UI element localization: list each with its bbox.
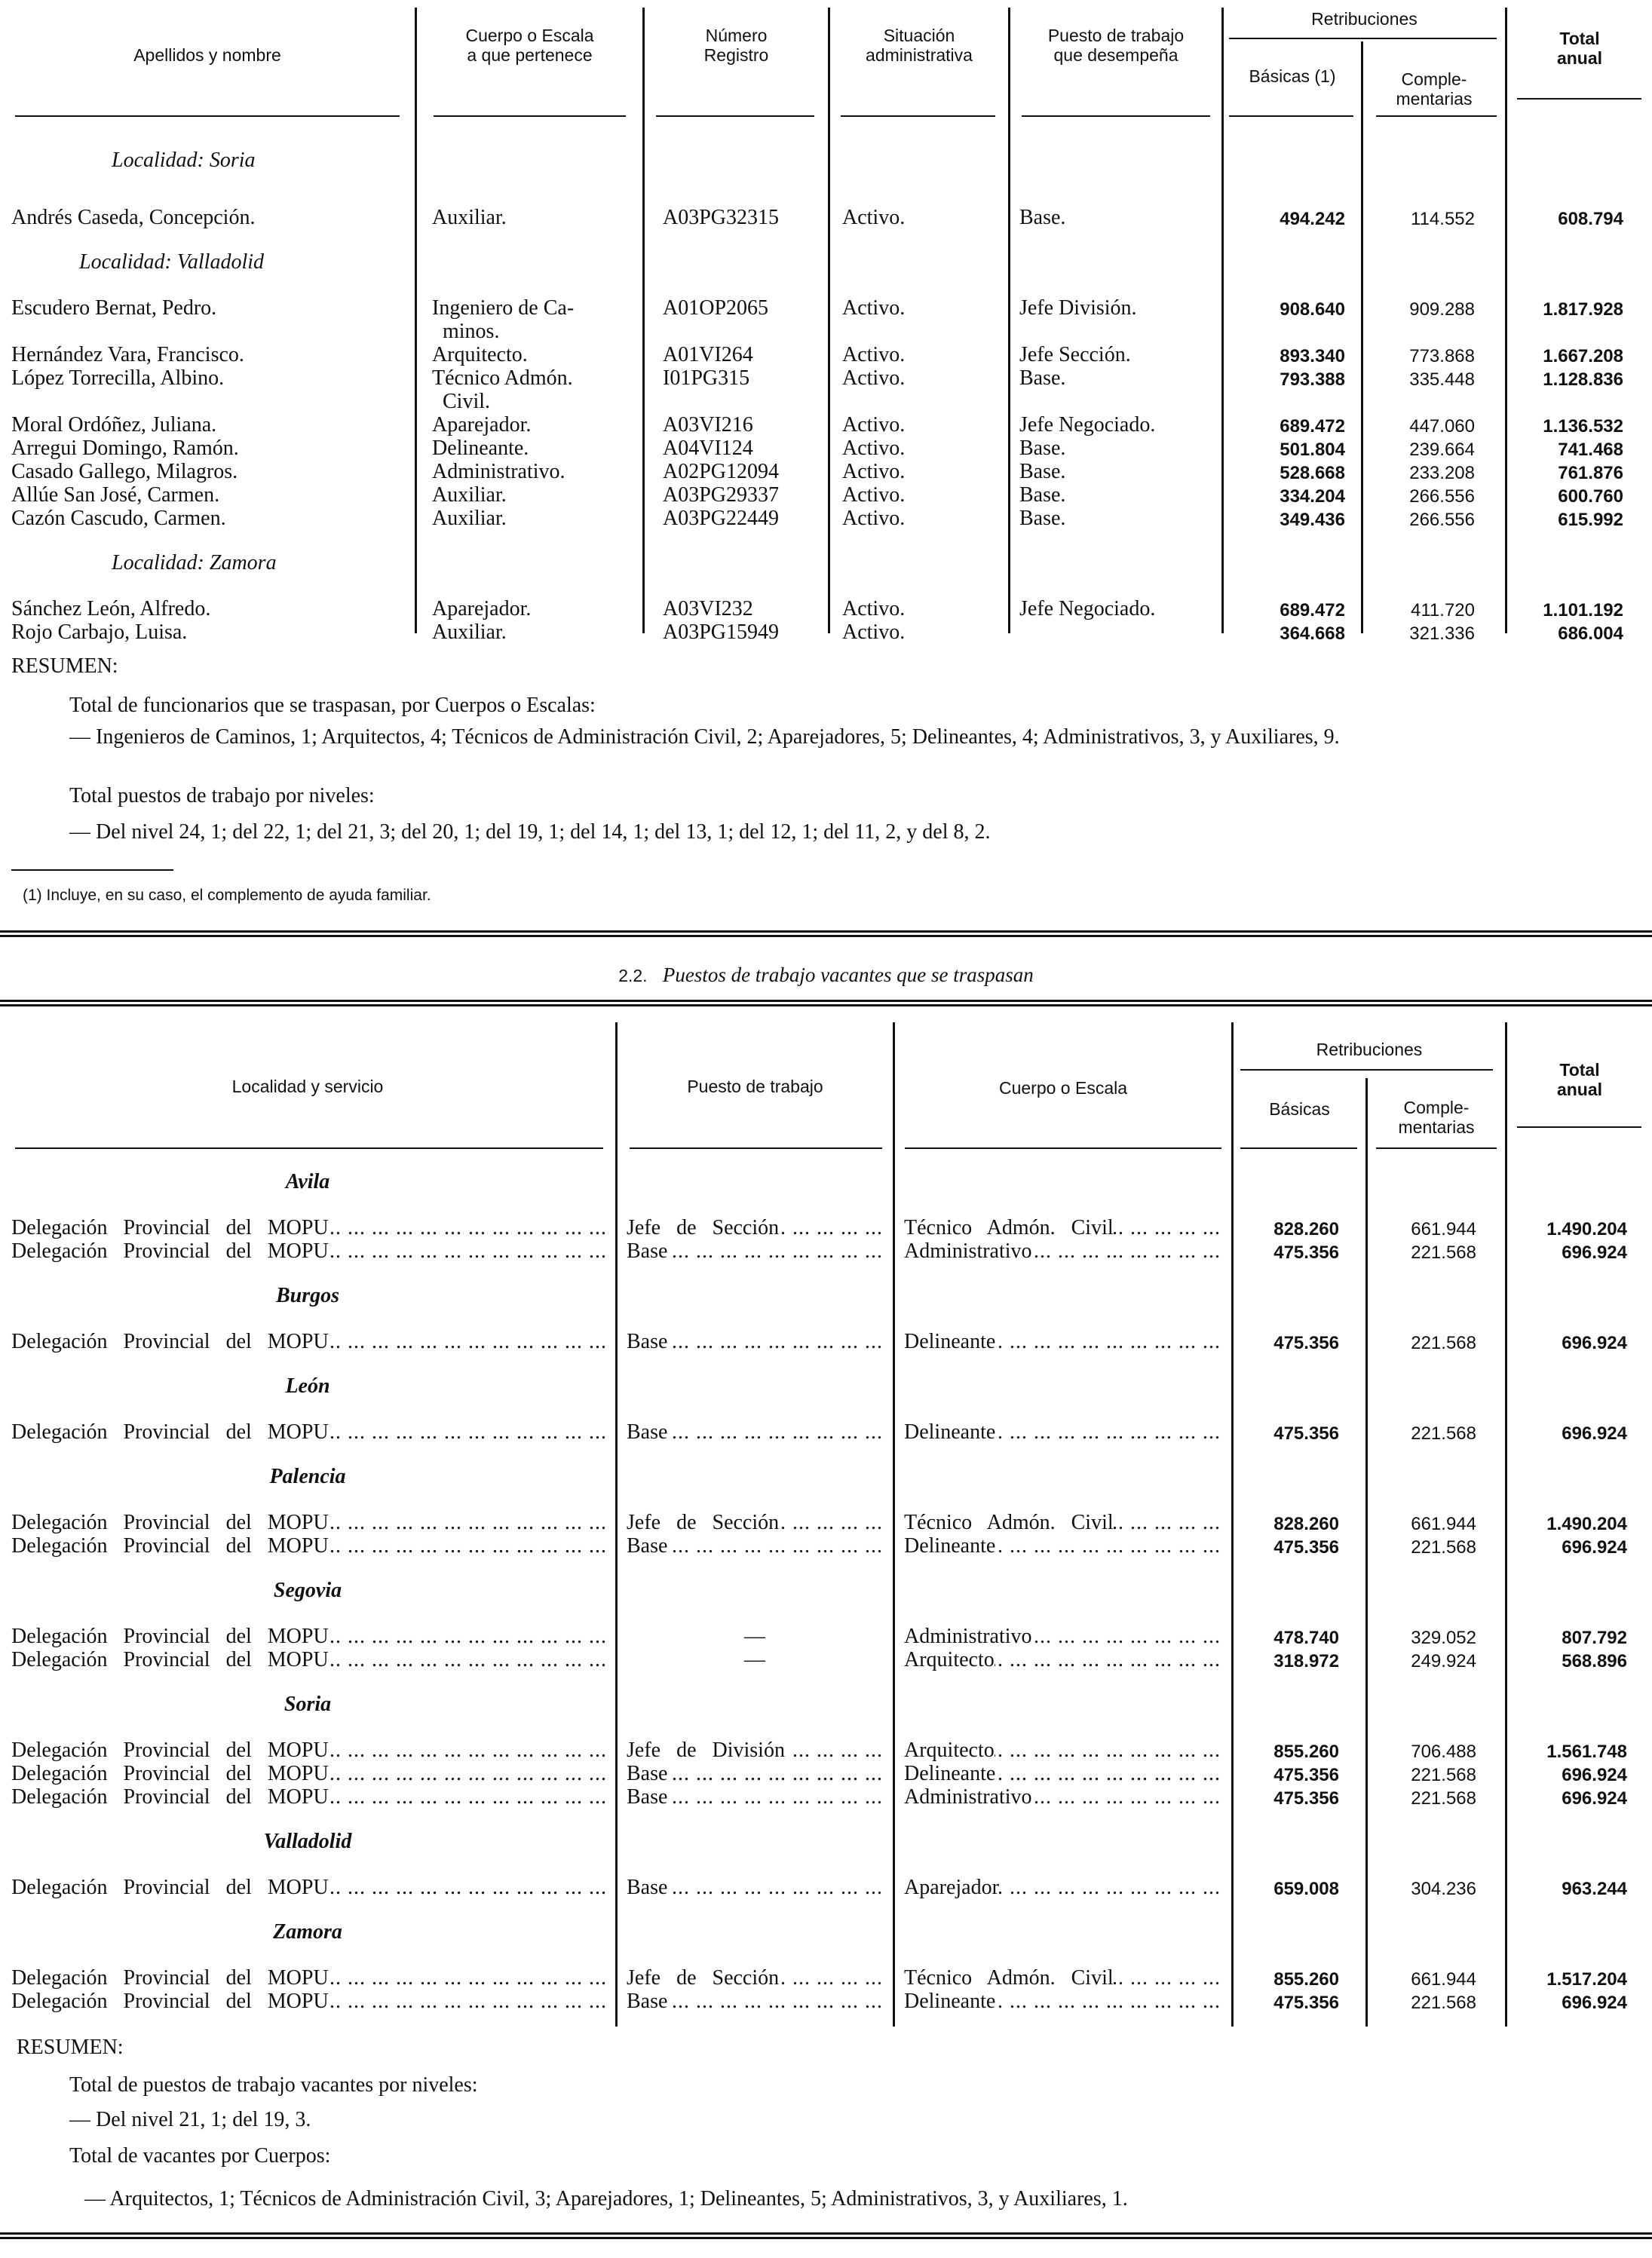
basicas-cell: 828.260 <box>1273 1219 1339 1239</box>
puesto-text: Base <box>627 1876 668 1899</box>
total-cell: 741.468 <box>1558 440 1623 460</box>
cuerpo-cell: Aparejador. <box>432 413 532 437</box>
puesto-text: Base <box>627 1785 668 1809</box>
cuerpo-text: Técnico Admón. Civil <box>904 1511 1114 1534</box>
basicas-cell: 475.356 <box>1273 1333 1339 1353</box>
basicas-cell: 475.356 <box>1273 1765 1339 1785</box>
total-cell: 696.924 <box>1562 1993 1627 2013</box>
complementarias-cell: 304.236 <box>1411 1879 1476 1899</box>
nombre-cell: Escudero Bernat, Pedro. <box>11 296 217 320</box>
puesto-text: — <box>744 1625 765 1648</box>
registro-cell: A01VI264 <box>663 343 753 366</box>
section-number: 2.2. <box>618 966 648 985</box>
complementarias-cell: 266.556 <box>1409 486 1475 507</box>
complementarias-cell: 661.944 <box>1411 1219 1476 1239</box>
nombre-cell: Hernández Vara, Francisco. <box>11 343 244 366</box>
double-rule <box>0 1000 1652 1006</box>
cuerpo-text: Arquitecto <box>904 1739 995 1762</box>
complementarias-cell: 661.944 <box>1411 1514 1476 1534</box>
cuerpo-text: Administrativo <box>904 1239 1032 1263</box>
complementarias-cell: 266.556 <box>1409 510 1475 530</box>
table-row <box>0 1876 1652 1899</box>
localidad-heading: Localidad: Zamora <box>112 551 277 574</box>
cuerpo-text: Delineante <box>904 1990 996 2013</box>
resumen-line: Total de puestos de trabajo vacantes por niveles: <box>69 2073 478 2097</box>
servicio-cell <box>11 1239 607 1263</box>
puesto-cell <box>627 1762 883 1785</box>
header-puesto: Puesto de trabajo que desempeña <box>1047 26 1185 65</box>
puesto-text: — <box>744 1648 765 1671</box>
total-cell: 1.817.928 <box>1543 299 1623 320</box>
table-row <box>0 1420 1652 1444</box>
complementarias-cell: 233.208 <box>1409 463 1475 483</box>
registro-cell: A03PG29337 <box>663 483 780 507</box>
table-row <box>0 1739 1652 1762</box>
resumen-line: — Del nivel 21, 1; del 19, 3. <box>69 2108 311 2131</box>
puesto-cell <box>627 1966 883 1990</box>
basicas-cell: 318.972 <box>1273 1651 1339 1671</box>
puesto-cell <box>627 1648 883 1671</box>
complementarias-cell: 661.944 <box>1411 1969 1476 1990</box>
puesto-cell <box>627 1625 883 1648</box>
header-situacion: Situación administrativa <box>866 26 973 65</box>
localidad-heading: Zamora <box>273 1920 342 1944</box>
registro-cell: I01PG315 <box>663 366 750 390</box>
header-rule <box>1517 1126 1641 1128</box>
servicio-text: Delegación Provincial del MOPU <box>11 1990 329 2013</box>
puesto-text: Jefe de Sección <box>627 1511 780 1534</box>
cuerpo-cell <box>904 1966 1221 1990</box>
table2-body <box>0 1149 1652 2013</box>
puesto-text: Base <box>627 1534 668 1558</box>
localidad-heading: Localidad: Valladolid <box>79 250 264 274</box>
table-row <box>0 366 1652 413</box>
header-localidad: Localidad y servicio <box>231 1077 384 1096</box>
complementarias-cell: 706.488 <box>1411 1742 1476 1762</box>
puesto-text: Jefe de División <box>627 1739 785 1762</box>
servicio-cell <box>11 1511 607 1534</box>
resumen-title: RESUMEN: <box>17 2036 124 2059</box>
header-rule <box>15 115 400 117</box>
total-cell: 615.992 <box>1558 510 1623 530</box>
cuerpo-text: Delineante <box>904 1330 996 1353</box>
puesto-cell: Jefe Negociado. <box>1019 413 1156 437</box>
puesto-text: Base <box>627 1239 668 1263</box>
servicio-text: Delegación Provincial del MOPU <box>11 1785 329 1809</box>
puesto-cell <box>627 1239 883 1263</box>
complementarias-cell: 221.568 <box>1411 1423 1476 1444</box>
cuerpo-cell <box>904 1990 1221 2013</box>
basicas-cell: 893.340 <box>1280 346 1345 366</box>
puesto-cell: Base. <box>1019 366 1066 390</box>
situacion-cell: Activo. <box>842 206 906 229</box>
servicio-cell <box>11 1648 607 1671</box>
table1-body <box>0 137 1652 644</box>
puesto-cell <box>627 1216 883 1239</box>
registro-cell: A02PG12094 <box>663 460 780 483</box>
situacion-cell: Activo. <box>842 483 906 507</box>
table-row <box>0 1762 1652 1785</box>
situacion-cell: Activo. <box>842 413 906 437</box>
header-basicas: Básicas <box>1269 1099 1330 1119</box>
localidad-heading: Valladolid <box>263 1830 352 1853</box>
total-cell: 761.876 <box>1558 463 1623 483</box>
situacion-cell: Activo. <box>842 366 906 390</box>
cuerpo-cell <box>904 1739 1221 1762</box>
basicas-cell: 364.668 <box>1280 623 1345 644</box>
cuerpo-cell <box>904 1511 1221 1534</box>
complementarias-cell: 114.552 <box>1411 209 1475 229</box>
total-cell: 1.490.204 <box>1546 1219 1627 1239</box>
basicas-cell: 793.388 <box>1280 369 1345 390</box>
resumen-line: — Ingenieros de Caminos, 1; Arquitectos, 4; Técnicos de Administración Civil, 2; Aparejadores, 5; Delineantes, 4; Administrativos, 3, y Auxiliares, 9. <box>69 725 1340 749</box>
puesto-text: Base <box>627 1990 668 2013</box>
header-rule <box>656 115 814 117</box>
cuerpo-text: Delineante <box>904 1762 996 1785</box>
registro-cell: A03PG15949 <box>663 620 780 644</box>
cuerpo-text: Administrativo <box>904 1785 1032 1809</box>
situacion-cell: Activo. <box>842 296 906 320</box>
complementarias-cell: 221.568 <box>1411 1242 1476 1263</box>
table-row <box>0 483 1652 507</box>
servicio-text: Delegación Provincial del MOPU <box>11 1534 329 1558</box>
cuerpo-text: Administrativo <box>904 1625 1032 1648</box>
footnote: (1) Incluye, en su caso, el complemento de ayuda familiar. <box>23 887 431 904</box>
total-cell: 696.924 <box>1562 1788 1627 1809</box>
situacion-cell: Activo. <box>842 343 906 366</box>
localidad-heading: Avila <box>285 1170 330 1193</box>
basicas-cell: 334.204 <box>1280 486 1345 507</box>
total-cell: 696.924 <box>1562 1765 1627 1785</box>
cuerpo-cell <box>904 1785 1221 1809</box>
cuerpo-cell <box>904 1625 1221 1648</box>
header-cuerpo: Cuerpo o Escala a que pertenece <box>465 26 594 65</box>
puesto-cell <box>627 1420 883 1444</box>
total-cell: 807.792 <box>1562 1628 1627 1648</box>
table-row <box>0 1511 1652 1534</box>
header-rule <box>1517 98 1641 100</box>
table-row <box>0 597 1652 620</box>
servicio-cell <box>11 1762 607 1785</box>
registro-cell: A03VI232 <box>663 597 753 620</box>
basicas-cell: 828.260 <box>1273 1514 1339 1534</box>
cuerpo-cell: Ingeniero de Ca- minos. <box>432 296 575 343</box>
localidad-heading: Soria <box>284 1693 332 1716</box>
header-registro: Número Registro <box>703 26 769 65</box>
basicas-cell: 494.242 <box>1280 209 1345 229</box>
puesto-cell: Jefe Negociado. <box>1019 597 1156 620</box>
situacion-cell: Activo. <box>842 597 906 620</box>
table-row <box>0 1785 1652 1809</box>
servicio-text: Delegación Provincial del MOPU <box>11 1739 329 1762</box>
puesto-cell <box>627 1534 883 1558</box>
complementarias-cell: 411.720 <box>1411 600 1475 620</box>
puesto-cell: Base. <box>1019 460 1066 483</box>
cuerpo-cell <box>904 1648 1221 1671</box>
total-cell: 696.924 <box>1562 1242 1627 1263</box>
basicas-cell: 475.356 <box>1273 1993 1339 2013</box>
table-row <box>0 1239 1652 1263</box>
registro-cell: A04VI124 <box>663 437 753 460</box>
cuerpo-cell <box>904 1330 1221 1353</box>
total-cell: 686.004 <box>1558 623 1623 644</box>
nombre-cell: Moral Ordóñez, Juliana. <box>11 413 217 437</box>
header-basicas: Básicas (1) <box>1249 66 1336 86</box>
cuerpo-text: Delineante <box>904 1534 996 1558</box>
servicio-cell <box>11 1216 607 1239</box>
total-cell: 1.517.204 <box>1546 1969 1627 1990</box>
puesto-cell: Jefe Sección. <box>1019 343 1131 366</box>
table-row <box>0 1330 1652 1353</box>
servicio-text: Delegación Provincial del MOPU <box>11 1420 329 1444</box>
localidad-heading: León <box>285 1374 330 1398</box>
servicio-text: Delegación Provincial del MOPU <box>11 1216 329 1239</box>
servicio-text: Delegación Provincial del MOPU <box>11 1330 329 1353</box>
table-row <box>0 1648 1652 1671</box>
basicas-cell: 478.740 <box>1273 1628 1339 1648</box>
cuerpo-cell: Auxiliar. <box>432 483 507 507</box>
table-row <box>0 296 1652 343</box>
section-title <box>0 964 1652 987</box>
header-rule <box>1229 38 1497 39</box>
registro-cell: A03VI216 <box>663 413 753 437</box>
basicas-cell: 659.008 <box>1273 1879 1339 1899</box>
header-complementarias: Comple- mentarias <box>1396 69 1473 109</box>
complementarias-cell: 773.868 <box>1409 346 1475 366</box>
puesto-text: Jefe de Sección <box>627 1216 780 1239</box>
registro-cell: A03PG22449 <box>663 507 780 530</box>
cuerpo-text: Delineante <box>904 1420 996 1444</box>
header-total: Total anual <box>1556 1060 1603 1099</box>
complementarias-cell: 335.448 <box>1409 369 1475 390</box>
header-rule <box>1240 1069 1493 1071</box>
cuerpo-cell <box>904 1762 1221 1785</box>
basicas-cell: 855.260 <box>1273 1969 1339 1990</box>
cuerpo-cell: Arquitecto. <box>432 343 528 366</box>
cuerpo-cell: Administrativo. <box>432 460 565 483</box>
complementarias-cell: 329.052 <box>1411 1628 1476 1648</box>
complementarias-cell: 221.568 <box>1411 1993 1476 2013</box>
puesto-cell: Base. <box>1019 206 1066 229</box>
cuerpo-cell: Auxiliar. <box>432 206 507 229</box>
nombre-cell: Casado Gallego, Milagros. <box>11 460 238 483</box>
header-rule <box>434 115 626 117</box>
servicio-text: Delegación Provincial del MOPU <box>11 1762 329 1785</box>
cuerpo-cell: Auxiliar. <box>432 507 507 530</box>
table-row <box>0 413 1652 437</box>
header-nombre: Apellidos y nombre <box>133 45 281 65</box>
header-rule <box>1022 115 1210 117</box>
puesto-cell <box>627 1876 883 1899</box>
situacion-cell: Activo. <box>842 437 906 460</box>
basicas-cell: 475.356 <box>1273 1423 1339 1444</box>
header-rule <box>841 115 995 117</box>
total-cell: 1.101.192 <box>1543 600 1623 620</box>
puesto-cell <box>627 1511 883 1534</box>
servicio-cell <box>11 1330 607 1353</box>
resumen-title: RESUMEN: <box>11 654 118 678</box>
puesto-text: Base <box>627 1420 668 1444</box>
basicas-cell: 689.472 <box>1280 416 1345 437</box>
total-cell: 1.136.532 <box>1543 416 1623 437</box>
table-row <box>0 1966 1652 1990</box>
complementarias-cell: 221.568 <box>1411 1537 1476 1558</box>
puesto-cell: Jefe División. <box>1019 296 1137 320</box>
resumen-line: Total de vacantes por Cuerpos: <box>69 2144 331 2168</box>
cuerpo-text: Aparejador <box>904 1876 999 1899</box>
double-rule <box>0 2232 1652 2239</box>
servicio-text: Delegación Provincial del MOPU <box>11 1511 329 1534</box>
servicio-text: Delegación Provincial del MOPU <box>11 1876 329 1899</box>
total-cell: 1.490.204 <box>1546 1514 1627 1534</box>
complementarias-cell: 447.060 <box>1409 416 1475 437</box>
complementarias-cell: 221.568 <box>1411 1765 1476 1785</box>
puesto-cell <box>627 1990 883 2013</box>
puesto-cell <box>627 1330 883 1353</box>
puesto-cell <box>627 1739 883 1762</box>
servicio-cell <box>11 1420 607 1444</box>
servicio-cell <box>11 1990 607 2013</box>
puesto-cell: Base. <box>1019 483 1066 507</box>
cuerpo-text: Arquitecto <box>904 1648 995 1671</box>
servicio-cell <box>11 1739 607 1762</box>
cuerpo-cell <box>904 1876 1221 1899</box>
basicas-cell: 501.804 <box>1280 440 1345 460</box>
nombre-cell: Andrés Caseda, Concepción. <box>11 206 256 229</box>
double-rule <box>0 930 1652 937</box>
table-row <box>0 460 1652 483</box>
table-row <box>0 206 1652 229</box>
header-rule <box>1229 115 1353 117</box>
localidad-heading: Palencia <box>269 1465 346 1488</box>
header-total: Total anual <box>1556 29 1603 68</box>
complementarias-cell: 221.568 <box>1411 1788 1476 1809</box>
puesto-cell: Base. <box>1019 507 1066 530</box>
complementarias-cell: 239.664 <box>1409 440 1475 460</box>
header-retribuciones: Retribuciones <box>1316 1040 1423 1059</box>
complementarias-cell: 909.288 <box>1409 299 1475 320</box>
total-cell: 600.760 <box>1558 486 1623 507</box>
resumen-line: — Arquitectos, 1; Técnicos de Administración Civil, 3; Aparejadores, 1; Delineantes, 5; Administrativos, 3, y Auxiliares, 1. <box>84 2187 1128 2211</box>
puesto-text: Base <box>627 1762 668 1785</box>
servicio-text: Delegación Provincial del MOPU <box>11 1239 329 1263</box>
cuerpo-cell: Delineante. <box>432 437 529 460</box>
servicio-text: Delegación Provincial del MOPU <box>11 1625 329 1648</box>
basicas-cell: 475.356 <box>1273 1537 1339 1558</box>
table-row <box>0 1990 1652 2013</box>
section-title-text: Puestos de trabajo vacantes que se traspasan <box>662 964 1034 986</box>
servicio-cell <box>11 1785 607 1809</box>
total-cell: 1.561.748 <box>1546 1742 1627 1762</box>
table-row <box>0 620 1652 644</box>
table-row <box>0 1534 1652 1558</box>
total-cell: 608.794 <box>1558 209 1623 229</box>
total-cell: 696.924 <box>1562 1537 1627 1558</box>
cuerpo-cell: Aparejador. <box>432 597 532 620</box>
situacion-cell: Activo. <box>842 507 906 530</box>
localidad-heading: Localidad: Soria <box>112 149 256 172</box>
basicas-cell: 528.668 <box>1280 463 1345 483</box>
total-cell: 696.924 <box>1562 1423 1627 1444</box>
nombre-cell: Allúe San José, Carmen. <box>11 483 220 507</box>
nombre-cell: López Torrecilla, Albino. <box>11 366 225 390</box>
servicio-cell <box>11 1534 607 1558</box>
total-cell: 1.667.208 <box>1543 346 1623 366</box>
cuerpo-text: Técnico Admón. Civil <box>904 1216 1114 1239</box>
resumen-line: Total puestos de trabajo por niveles: <box>69 784 375 807</box>
table-row <box>0 343 1652 366</box>
basicas-cell: 908.640 <box>1280 299 1345 320</box>
basicas-cell: 689.472 <box>1280 600 1345 620</box>
table-row <box>0 507 1652 530</box>
nombre-cell: Cazón Cascudo, Carmen. <box>11 507 226 530</box>
registro-cell: A01OP2065 <box>663 296 769 320</box>
localidad-heading: Segovia <box>273 1579 342 1602</box>
complementarias-cell: 249.924 <box>1411 1651 1476 1671</box>
cuerpo-cell <box>904 1534 1221 1558</box>
table-row <box>0 1216 1652 1239</box>
cuerpo-cell <box>904 1239 1221 1263</box>
nombre-cell: Rojo Carbajo, Luisa. <box>11 620 188 644</box>
header-retribuciones: Retribuciones <box>1311 9 1418 29</box>
header-rule <box>1376 115 1497 117</box>
cuerpo-cell <box>904 1420 1221 1444</box>
basicas-cell: 475.356 <box>1273 1788 1339 1809</box>
table-row <box>0 437 1652 460</box>
total-cell: 568.896 <box>1562 1651 1627 1671</box>
complementarias-cell: 221.568 <box>1411 1333 1476 1353</box>
header-cuerpo: Cuerpo o Escala <box>998 1078 1128 1098</box>
basicas-cell: 855.260 <box>1273 1742 1339 1762</box>
puesto-cell: Base. <box>1019 437 1066 460</box>
resumen-line: Total de funcionarios que se traspasan, por Cuerpos o Escalas: <box>69 694 596 717</box>
situacion-cell: Activo. <box>842 620 906 644</box>
resumen-line: — Del nivel 24, 1; del 22, 1; del 21, 3; del 20, 1; del 19, 1; del 14, 1; del 13, 1; del 12, 1; del 11, 2, y del 8, 2. <box>69 820 991 844</box>
total-cell: 1.128.836 <box>1543 369 1623 390</box>
registro-cell: A03PG32315 <box>663 206 780 229</box>
nombre-cell: Arregui Domingo, Ramón. <box>11 437 239 460</box>
nombre-cell: Sánchez León, Alfredo. <box>11 597 211 620</box>
localidad-heading: Burgos <box>275 1284 340 1307</box>
footnote-rule <box>11 869 173 871</box>
total-cell: 696.924 <box>1562 1333 1627 1353</box>
header-puesto: Puesto de trabajo <box>687 1077 823 1096</box>
cuerpo-cell <box>904 1216 1221 1239</box>
situacion-cell: Activo. <box>842 460 906 483</box>
servicio-text: Delegación Provincial del MOPU <box>11 1966 329 1990</box>
servicio-cell <box>11 1966 607 1990</box>
servicio-text: Delegación Provincial del MOPU <box>11 1648 329 1671</box>
puesto-cell <box>627 1785 883 1809</box>
puesto-text: Jefe de Sección <box>627 1966 780 1990</box>
header-complementarias: Comple- mentarias <box>1398 1098 1475 1137</box>
servicio-cell <box>11 1625 607 1648</box>
total-cell: 963.244 <box>1562 1879 1627 1899</box>
table-row <box>0 1625 1652 1648</box>
puesto-text: Base <box>627 1330 668 1353</box>
cuerpo-cell: Auxiliar. <box>432 620 507 644</box>
complementarias-cell: 321.336 <box>1409 623 1475 644</box>
basicas-cell: 349.436 <box>1280 510 1345 530</box>
servicio-cell <box>11 1876 607 1899</box>
cuerpo-text: Técnico Admón. Civil <box>904 1966 1114 1990</box>
basicas-cell: 475.356 <box>1273 1242 1339 1263</box>
cuerpo-cell: Técnico Admón. Civil. <box>432 366 573 413</box>
